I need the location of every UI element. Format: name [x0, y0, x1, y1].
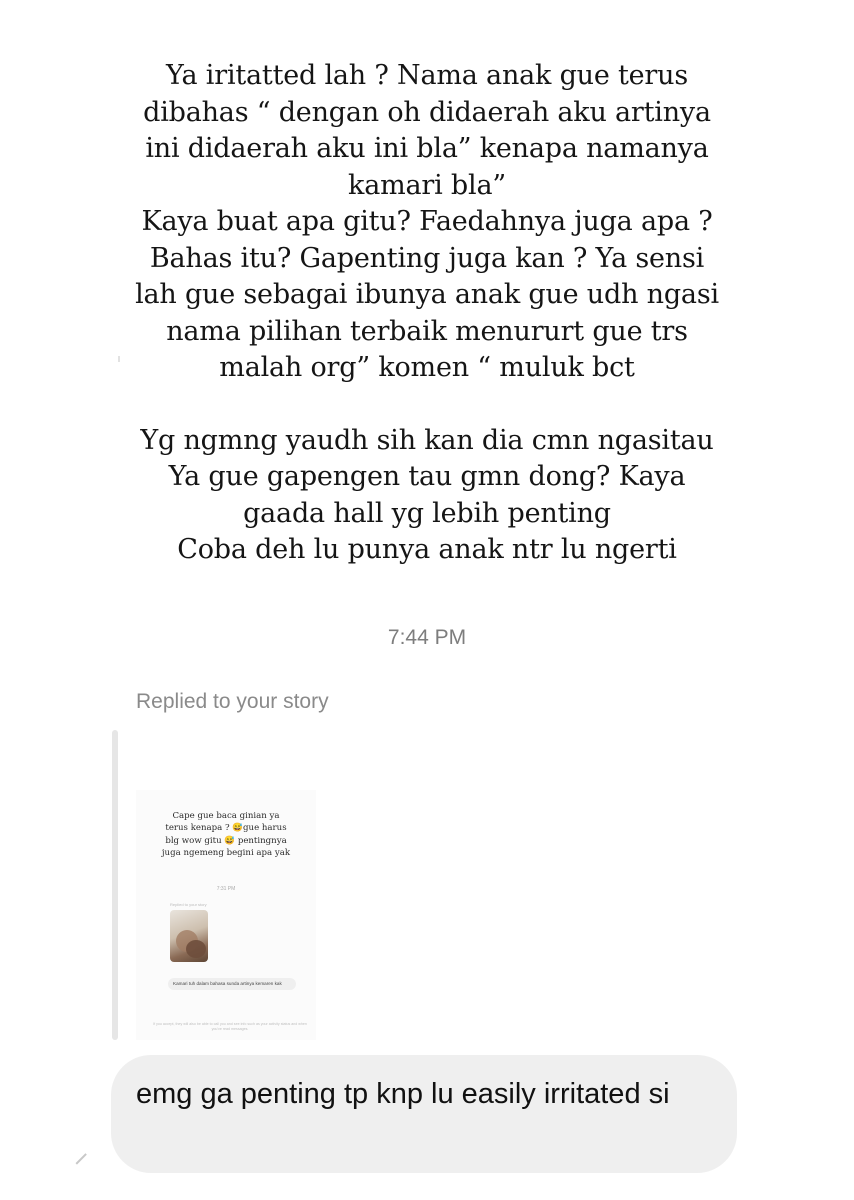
thumbnail-footer-text: If you accept, they will also be able to call you and see info such as your activity status and when you've read messages.	[153, 1022, 307, 1031]
thumbnail-line: terus kenapa ? 😅gue harus	[165, 823, 287, 834]
story-line: Ya gue gapengen tau gmn dong? Kaya	[168, 461, 686, 492]
thumbnail-timestamp: 7:31 PM	[216, 886, 236, 892]
story-line: Yg ngmng yaudh sih kan dia cmn ngasitau	[140, 424, 714, 456]
reply-indicator-bar	[112, 730, 118, 1040]
thumbnail-line: blg wow gitu 😅 pentingnya	[165, 835, 287, 846]
edge-mark	[118, 356, 120, 362]
story-line: Coba deh lu punya anak ntr lu ngerti	[177, 534, 677, 565]
paragraph-gap	[120, 387, 734, 423]
thumbnail-line: Cape gue baca ginian ya	[172, 811, 280, 821]
story-line: kamari bla”	[348, 169, 506, 201]
thumbnail-message-bubble: Kamari tuh dalam bahasa sunda artinya kemaren kak	[168, 978, 296, 990]
thumbnail-story-text	[146, 810, 306, 860]
story-line: nama pilihan terbaik menururt gue trs	[166, 315, 688, 347]
story-text	[120, 58, 734, 569]
story-thumbnail[interactable]	[136, 790, 316, 1040]
message-timestamp: 7:44 PM	[387, 626, 467, 649]
story-line: malah org” komen “ muluk bct	[219, 352, 635, 383]
story-line: dibahas “ dengan oh didaerah aku artinya	[143, 96, 711, 128]
story-line: gaada hall yg lebih penting	[243, 497, 611, 529]
thumbnail-replied-label: Replied to your story	[170, 902, 207, 907]
message-bubble[interactable]: emg ga penting tp knp lu easily irritated si	[111, 1055, 737, 1173]
thumbnail-photo	[170, 910, 208, 962]
thumbnail-line: juga ngemeng begini apa yak	[161, 848, 291, 859]
story-line: Kaya buat apa gitu? Faedahnya juga apa ?	[141, 206, 713, 237]
story-line: Ya iritatted lah ? Nama anak gue terus	[166, 60, 688, 91]
story-line: ini didaerah aku ini bla” kenapa namanya	[145, 133, 709, 164]
story-line: Bahas itu? Gapenting juga kan ? Ya sensi	[149, 242, 705, 274]
story-line: lah gue sebagai ibunya anak gue udh ngasi	[135, 279, 719, 310]
replied-to-story-label: Replied to your story	[136, 690, 329, 713]
corner-mark	[76, 1153, 87, 1164]
